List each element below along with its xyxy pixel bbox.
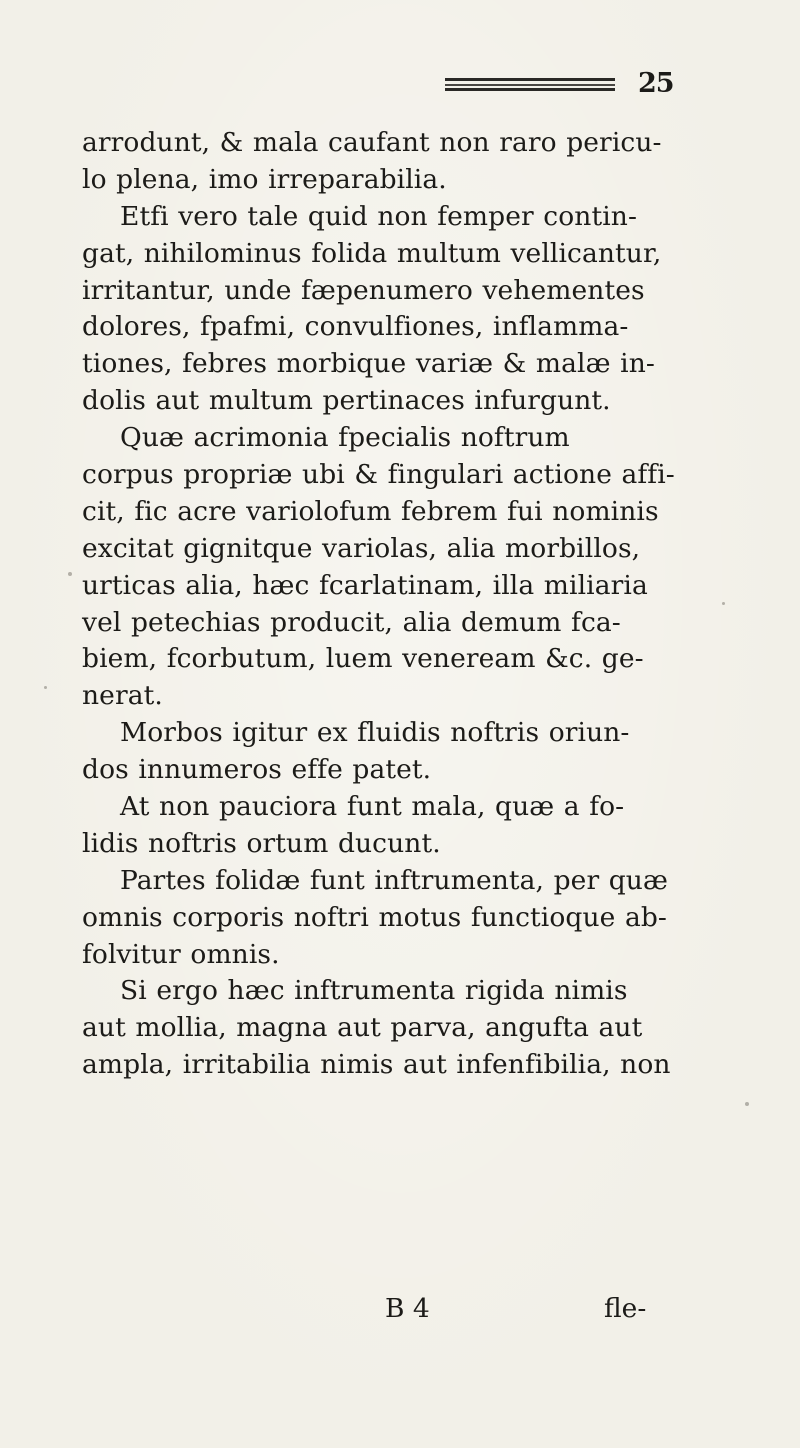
text-line-2: lo plena, imo irreparabilia. (82, 163, 447, 195)
text-line-21: Partes folidæ funt inftrumenta, per quæ (120, 864, 668, 896)
text-line-12: excitat gignitque variolas, alia morbillos, (82, 532, 641, 564)
text-line-18: dos innumeros effe patet. (82, 754, 432, 786)
text-line-3: Etfi vero tale quid non femper contin- (120, 200, 638, 232)
text-line-20: lidis noftris ortum ducunt. (82, 827, 441, 859)
body-text (82, 125, 682, 1084)
text-line-16: nerat. (82, 680, 163, 712)
text-line-9: Quæ acrimonia fpecialis noftrum (120, 422, 570, 454)
text-line-25: aut mollia, magna aut parva, angufta aut (82, 1012, 643, 1044)
paper-speck (44, 686, 47, 689)
text-line-26: ampla, irritabilia nimis aut infenfibilia, non (82, 1049, 671, 1081)
text-line-15: biem, fcorbutum, luem veneream &c. ge- (82, 643, 644, 675)
text-line-13: urticas alia, hæc fcarlatinam, illa miliaria (82, 569, 648, 601)
text-line-7: tiones, febres morbique variæ & malæ in- (82, 348, 655, 380)
text-line-11: cit, fic acre variolofum febrem fui nominis (82, 495, 659, 527)
page-footer (0, 1293, 800, 1333)
header-rule-middle (445, 84, 615, 86)
paper-speck (745, 1102, 749, 1106)
text-line-6: dolores, fpafmi, convulfiones, inflamma- (82, 311, 629, 343)
paper-speck (68, 572, 72, 576)
text-line-10: corpus propriæ ubi & fingulari actione affi- (82, 459, 675, 491)
text-line-4: gat, nihilominus folida multum vellicantur, (82, 237, 662, 269)
paper-speck (722, 602, 725, 605)
text-line-24: Si ergo hæc inftrumenta rigida nimis (120, 975, 628, 1007)
text-line-1: arrodunt, & mala caufant non raro pericu- (82, 127, 662, 158)
text-line-23: folvitur omnis. (82, 938, 280, 970)
page-number: 25 (638, 68, 674, 99)
text-line-8: dolis aut multum pertinaces infurgunt. (82, 385, 611, 417)
text-line-5: irritantur, unde fæpenumero vehementes (82, 274, 645, 306)
text-line-22: omnis corporis noftri motus functioque ab- (82, 901, 667, 933)
running-head (0, 66, 800, 106)
header-rule-top (445, 78, 615, 81)
text-line-17: Morbos igitur ex fluidis noftris oriun- (120, 717, 630, 749)
catchword: fle- (604, 1293, 647, 1324)
signature-mark: B 4 (385, 1293, 430, 1324)
text-line-19: At non pauciora funt mala, quæ a fo- (120, 791, 625, 823)
header-rule-ornament (445, 78, 615, 92)
header-rule-bottom (445, 88, 615, 91)
text-line-14: vel petechias producit, alia demum fca- (82, 606, 621, 638)
